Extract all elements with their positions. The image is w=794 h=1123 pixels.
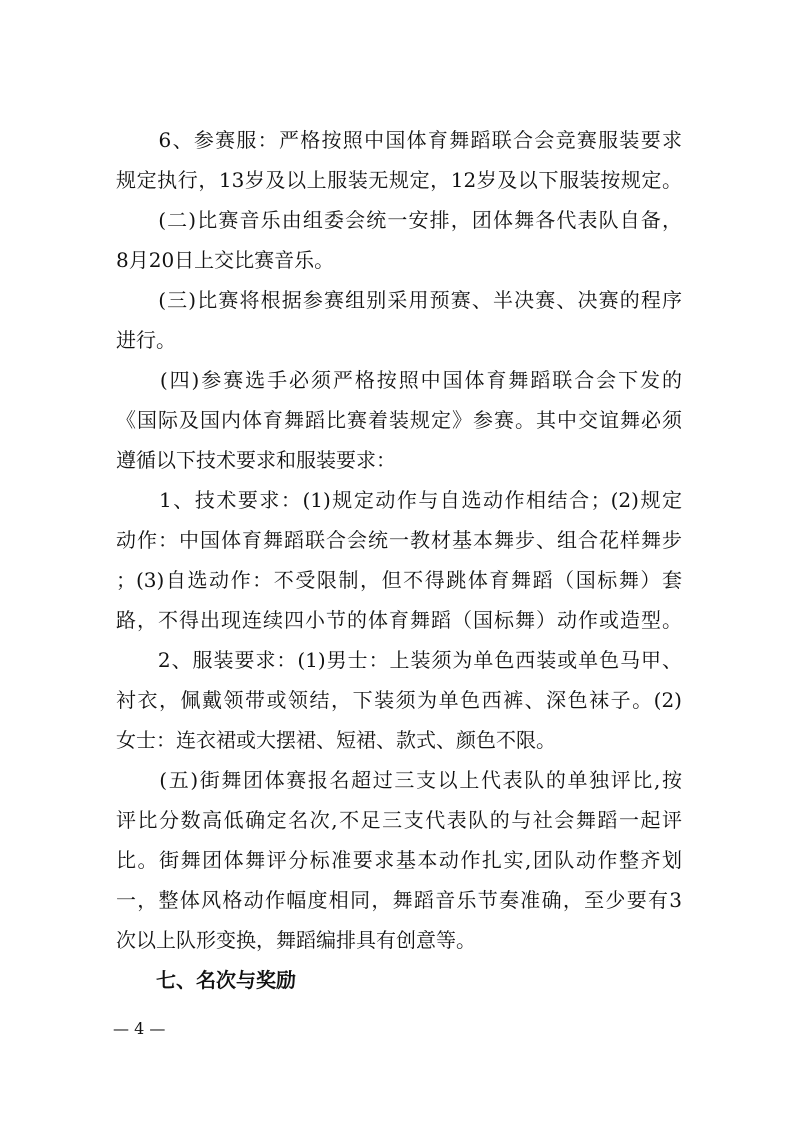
paragraph-5-line-1: 1、技术要求：(1)规定动作与自选动作相结合；(2)规定 [116,488,682,512]
paragraph-3-line-1: (三)比赛将根据参赛组别采用预赛、半决赛、决赛的程序 [116,288,682,312]
paragraph-4-line-2: 《国际及国内体育舞蹈比赛着装规定》参赛。其中交谊舞必须 [116,408,682,432]
paragraph-1-line-1: 6、参赛服：严格按照中国体育舞蹈联合会竞赛服装要求 [116,128,682,152]
paragraph-7-line-4: 一，整体风格动作幅度相同，舞蹈音乐节奏准确，至少要有3 [116,888,682,912]
paragraph-2-line-2: 8月20日上交比赛音乐。 [116,248,335,272]
page-number: — 4 — [113,1019,166,1038]
paragraph-2-line-1: (二)比赛音乐由组委会统一安排，团体舞各代表队自备， [116,208,682,232]
paragraph-7-line-3: 比。街舞团体舞评分标准要求基本动作扎实,团队动作整齐划 [116,848,682,872]
paragraph-5-line-2: 动作：中国体育舞蹈联合会统一教材基本舞步、组合花样舞步 [116,528,682,552]
paragraph-7-line-5: 次以上队形变换，舞蹈编排具有创意等。 [116,928,476,952]
paragraph-6-line-1: 2、服装要求：(1)男士：上装须为单色西装或单色马甲、 [116,648,682,672]
paragraph-4-line-3: 遵循以下技术要求和服装要求： [116,448,396,472]
paragraph-7-line-1: (五)街舞团体赛报名超过三支以上代表队的单独评比,按 [116,768,682,792]
paragraph-5-line-3: ；(3)自选动作：不受限制，但不得跳体育舞蹈（国标舞）套 [116,568,682,592]
paragraph-3-line-2: 进行。 [116,328,176,352]
paragraph-1-line-2: 规定执行，13岁及以上服装无规定，12岁及以下服装按规定。 [116,168,682,192]
paragraph-4-line-1: (四)参赛选手必须严格按照中国体育舞蹈联合会下发的 [116,368,682,392]
paragraph-6-line-2: 衬衣，佩戴领带或领结，下装须为单色西裤、深色袜子。(2) [116,688,682,712]
paragraph-6-line-3: 女士：连衣裙或大摆裙、短裙、款式、颜色不限。 [116,728,556,752]
paragraph-5-line-4: 路，不得出现连续四小节的体育舞蹈（国标舞）动作或造型。 [116,608,682,632]
section-heading: 七、名次与奖励 [116,968,296,992]
paragraph-7-line-2: 评比分数高低确定名次,不足三支代表队的与社会舞蹈一起评 [116,808,682,832]
